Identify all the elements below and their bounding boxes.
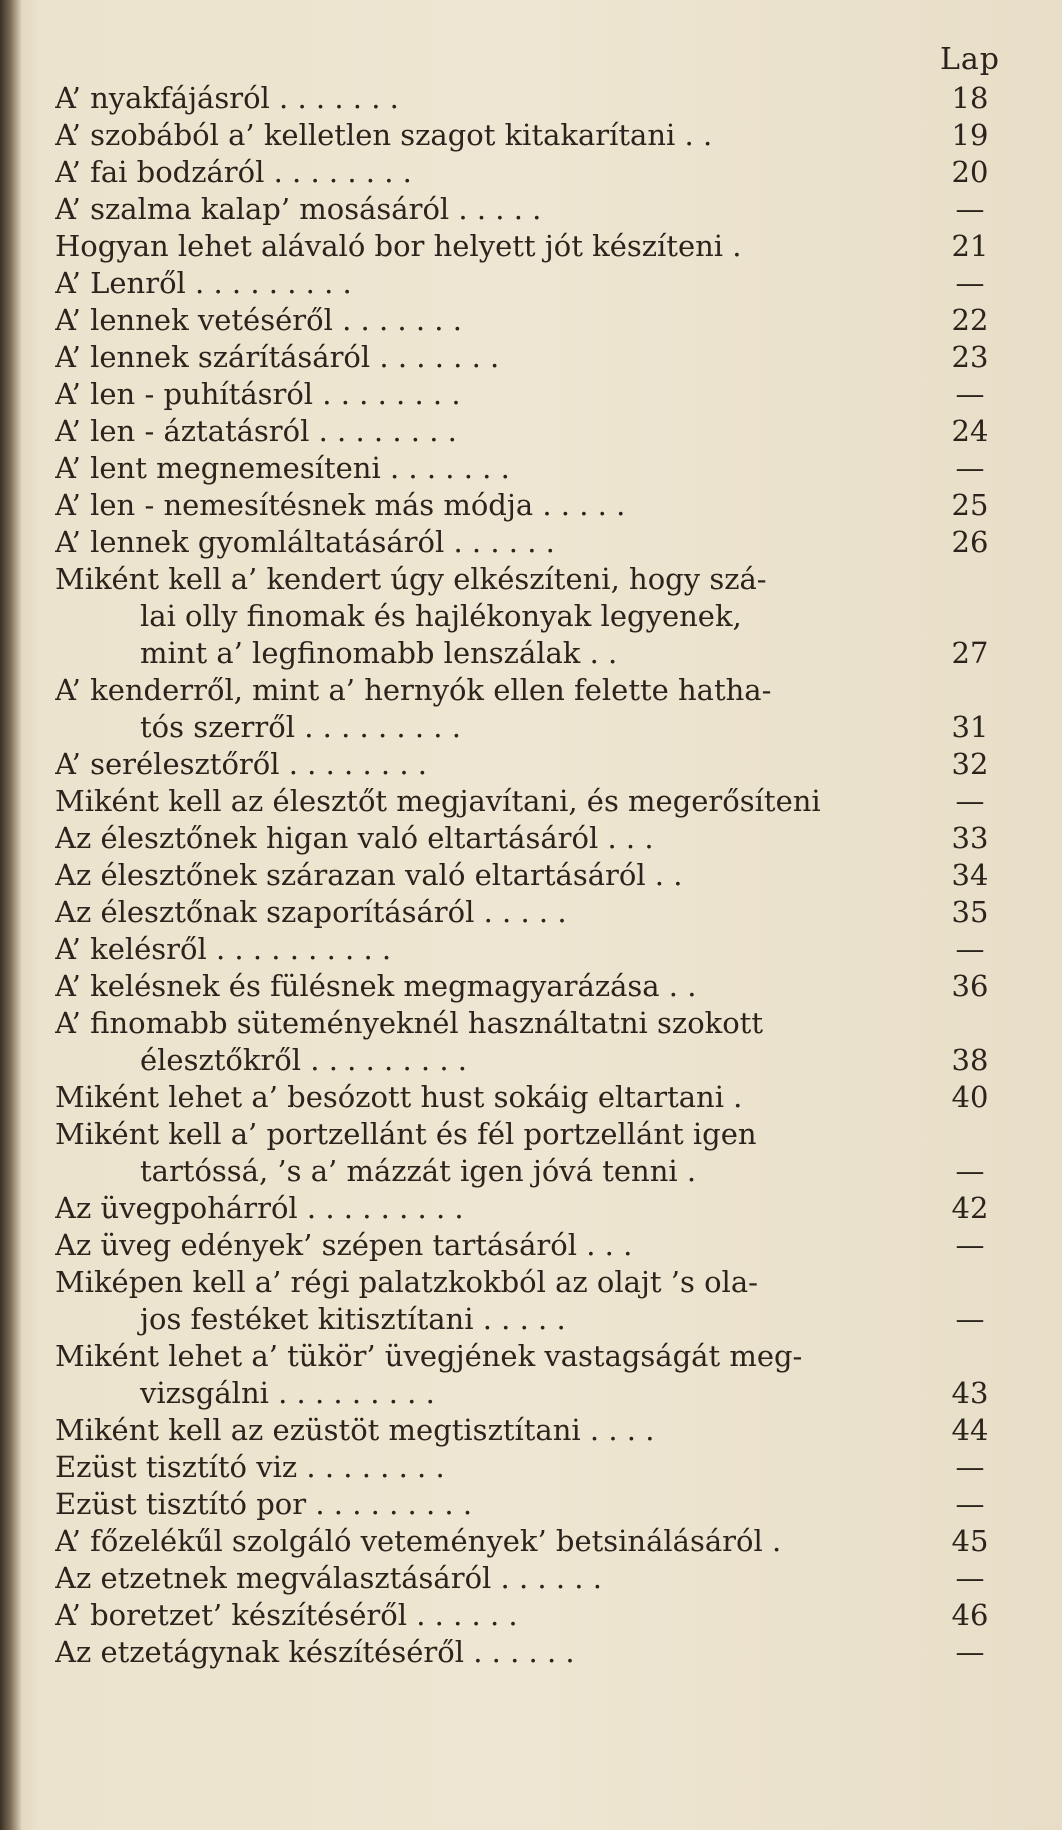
toc-entry-line [55,968,1005,1005]
toc-entry-line [55,1227,1005,1264]
toc-entry-text: A’ kenderről, mint a’ hernyók ellen felette hatha- [55,673,772,707]
toc-entry-text: Miként kell a’ portzellánt és fél portzellánt igen [55,1117,757,1151]
toc-entry-text: A’ szobából a’ kelletlen szagot kitakarítani . . [55,118,713,152]
toc-entry [55,117,1005,154]
toc-entry [55,228,1005,265]
toc-page-number: 34 [951,858,989,892]
toc-entry-text: A’ kelésnek és fülésnek megmagyarázása . . [55,969,697,1003]
toc-entry [55,1227,1005,1264]
toc-entry-text: A’ fai bodzáról . . . . . . . . [55,155,412,189]
toc-entry [55,413,1005,450]
toc-page-number: 18 [951,81,989,115]
toc-entry-text: A’ főzelékűl szolgáló vetemények’ betsinálásáról . [55,1524,782,1558]
toc-entry-text: vizsgálni . . . . . . . . . [140,1376,435,1410]
toc-page-number: 21 [951,229,989,263]
toc-entry-line [55,1560,1005,1597]
toc-entry [55,1634,1005,1671]
toc-entry-line [55,117,1005,154]
toc-entry-text: Miként lehet a’ besózott hust sokáig eltartani . [55,1080,743,1114]
toc-entry-text: A’ lent megnemesíteni . . . . . . . [55,451,510,485]
toc-entry-text: A’ len - nemesítésnek más módja . . . . . [55,488,626,522]
toc-entry [55,1264,1005,1338]
toc-entry [55,1597,1005,1634]
toc-entry-text: Miként kell az ezüstöt megtisztítani . . . . [55,1413,655,1447]
toc-page-number: 42 [951,1191,989,1225]
toc-entry-text: A’ szalma kalap’ mosásáról . . . . . [55,192,542,226]
toc-page-number: 32 [951,747,989,781]
toc-page-number: — [955,1450,985,1484]
toc-entry [55,1412,1005,1449]
toc-entry-text: Az üvegpohárról . . . . . . . . . [55,1191,464,1225]
toc-entry-text: tartóssá, ’s a’ mázzát igen jóvá tenni . [140,1154,697,1188]
toc-page-number: 19 [951,118,989,152]
toc-entry-line [55,1264,1005,1301]
toc-entry [55,265,1005,302]
toc-entry-text: Miként kell a’ kendert úgy elkészíteni, hogy szá- [55,562,767,596]
toc-page-number: — [955,266,985,300]
toc-entry-line [55,413,1005,450]
toc-entry [55,931,1005,968]
toc-entry [55,561,1005,672]
toc-page-number: — [955,192,985,226]
toc-page-number: 26 [951,525,989,559]
toc-page-number: — [955,451,985,485]
toc-entry-line [55,1005,1005,1042]
toc-entry-line [55,154,1005,191]
toc-page-number: 27 [951,636,989,670]
toc-entry-text: A’ nyakfájásról . . . . . . . [55,81,399,115]
page-column-header: Lap [939,42,1000,77]
binding-gutter [0,0,22,1830]
toc-entry-text: élesztőkről . . . . . . . . . [140,1043,467,1077]
toc-entry-text: lai olly finomak és hajlékonyak legyenek, [140,599,742,633]
toc-entry-line [55,857,1005,894]
toc-entry [55,1079,1005,1116]
toc-entry-line [55,1634,1005,1671]
toc-entry-text: Miként kell az élesztőt megjavítani, és megerősíteni [55,784,821,818]
toc-entry-line [55,339,1005,376]
toc-entry [55,1486,1005,1523]
toc-entry-line [55,561,1005,598]
toc-entry-text: Hogyan lehet alávaló bor helyett jót készíteni . [55,229,742,263]
toc-entry-text: tós szerről . . . . . . . . . [140,710,461,744]
toc-entry-line [55,672,1005,709]
toc-entry [55,820,1005,857]
toc-entry-text: A’ kelésről . . . . . . . . . . [55,932,392,966]
toc-page-number: — [955,377,985,411]
toc-entry [55,1523,1005,1560]
toc-page-number: — [955,1154,985,1188]
toc-entry-line [55,1190,1005,1227]
toc-entry-continuation [55,1375,1005,1412]
toc-entry-text: Az etzetnek megválasztásáról . . . . . . [55,1561,602,1595]
toc-page-number: 23 [951,340,989,374]
toc-entry-line [55,1412,1005,1449]
toc-entry [55,191,1005,228]
toc-page-number: — [955,1561,985,1595]
toc-entry [55,968,1005,1005]
toc-entry-text: A’ boretzet’ készítéséről . . . . . . [55,1598,518,1632]
toc-entry [55,154,1005,191]
toc-entry-line [55,376,1005,413]
toc-page-number: 22 [951,303,989,337]
toc-entry [55,1449,1005,1486]
toc-entry-line [55,228,1005,265]
toc-entry-text: Az élesztőnak szaporításáról . . . . . [55,895,567,929]
toc-entry-continuation [55,709,1005,746]
toc-entry-text: Az élesztőnek szárazan való eltartásáról . . [55,858,683,892]
toc-entry-line [55,80,1005,117]
toc-entry-text: A’ serélesztőről . . . . . . . . [55,747,427,781]
toc-page-number: — [955,1228,985,1262]
toc-entry-text: Az üveg edények’ szépen tartásáról . . . [55,1228,633,1262]
table-of-contents [55,80,1005,1671]
toc-entry [55,857,1005,894]
toc-entry-line [55,820,1005,857]
toc-entry [55,450,1005,487]
toc-entry [55,1190,1005,1227]
toc-page-number: 25 [951,488,989,522]
toc-entry-continuation [55,1042,1005,1079]
toc-entry-text: A’ finomabb süteményeknél használtatni szokott [55,1006,763,1040]
toc-entry-continuation [55,598,1005,635]
toc-entry [55,524,1005,561]
toc-entry-text: A’ len - puhításról . . . . . . . . [55,377,461,411]
toc-entry-line [55,894,1005,931]
toc-entry [55,894,1005,931]
toc-entry-text: mint a’ legfinomabb lenszálak . . [140,636,618,670]
toc-page-number: 43 [951,1376,989,1410]
toc-entry-text: Miképen kell a’ régi palatzkokból az olajt ’s ola- [55,1265,758,1299]
toc-entry-line [55,1449,1005,1486]
toc-entry-line [55,302,1005,339]
toc-entry [55,746,1005,783]
toc-entry [55,302,1005,339]
toc-entry [55,1338,1005,1412]
toc-entry [55,783,1005,820]
toc-entry-text: Ezüst tisztító por . . . . . . . . . [55,1487,473,1521]
toc-entry-line [55,746,1005,783]
toc-entry-line [55,931,1005,968]
toc-entry-text: A’ len - áztatásról . . . . . . . . [55,414,457,448]
toc-page-number: 40 [951,1080,989,1114]
toc-entry-line [55,1338,1005,1375]
toc-page-number: 31 [951,710,989,744]
toc-entry-text: Az etzetágynak készítéséről . . . . . . [55,1635,575,1669]
toc-entry [55,1116,1005,1190]
toc-entry-line [55,783,1005,820]
toc-page-number: — [955,932,985,966]
toc-page-number: 35 [951,895,989,929]
toc-entry [55,1005,1005,1079]
toc-page-number: — [955,784,985,818]
toc-entry-line [55,1116,1005,1153]
toc-entry [55,339,1005,376]
toc-entry-line [55,191,1005,228]
toc-entry-text: A’ lennek vetéséről . . . . . . . [55,303,462,337]
toc-entry [55,376,1005,413]
toc-entry-line [55,1079,1005,1116]
toc-entry-text: Miként lehet a’ tükör’ üvegjének vastagságát meg- [55,1339,803,1373]
toc-entry [55,80,1005,117]
toc-entry [55,487,1005,524]
toc-entry-line [55,1523,1005,1560]
toc-page-number: — [955,1635,985,1669]
toc-entry-text: A’ lennek gyomláltatásáról . . . . . . [55,525,555,559]
toc-entry-continuation [55,635,1005,672]
toc-page-number: 46 [951,1598,989,1632]
toc-page-number: 45 [951,1524,989,1558]
toc-entry-line [55,487,1005,524]
toc-entry [55,1560,1005,1597]
toc-page-number: 20 [951,155,989,189]
toc-page-number: — [955,1487,985,1521]
toc-entry-line [55,524,1005,561]
toc-entry-line [55,450,1005,487]
toc-entry-text: Ezüst tisztító viz . . . . . . . . [55,1450,445,1484]
toc-entry-text: A’ Lenről . . . . . . . . . [55,266,352,300]
toc-page-number: 36 [951,969,989,1003]
toc-page-number: 44 [951,1413,989,1447]
toc-entry-line [55,265,1005,302]
toc-page-number: — [955,1302,985,1336]
toc-entry [55,672,1005,746]
toc-entry-text: Az élesztőnek higan való eltartásáról . . . [55,821,654,855]
toc-entry-text: A’ lennek szárításáról . . . . . . . [55,340,500,374]
toc-entry-line [55,1597,1005,1634]
toc-entry-line [55,1486,1005,1523]
toc-entry-continuation [55,1153,1005,1190]
toc-page-number: 33 [951,821,989,855]
toc-entry-text: jos festéket kitisztítani . . . . . [140,1302,566,1336]
toc-entry-continuation [55,1301,1005,1338]
toc-page-number: 24 [951,414,989,448]
toc-page-number: 38 [951,1043,989,1077]
